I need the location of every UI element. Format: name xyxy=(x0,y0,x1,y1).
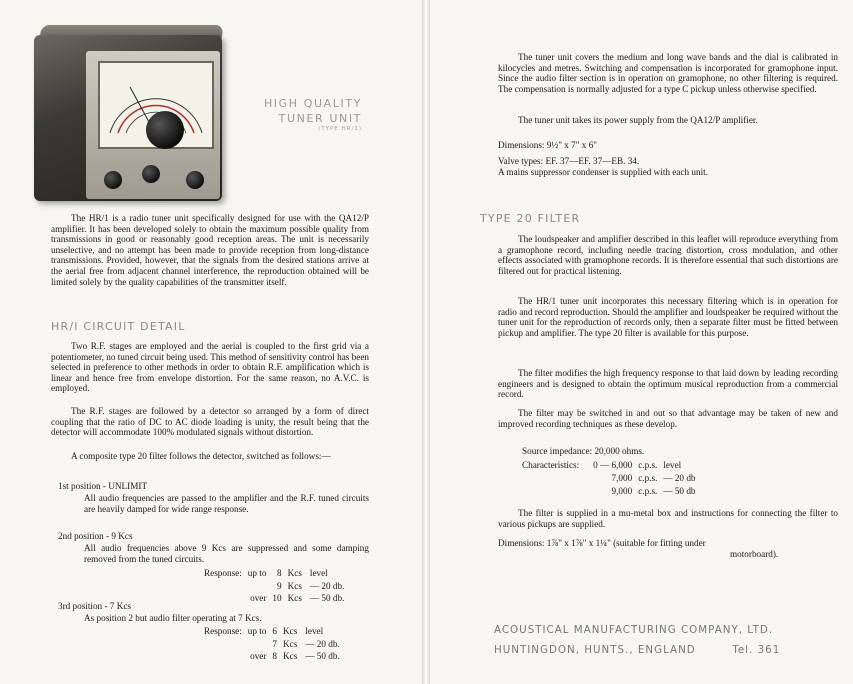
tuner-title-block xyxy=(232,96,362,132)
company-name: ACOUSTICAL MANUFACTURING COMPANY, LTD. xyxy=(494,624,774,636)
table-row: 9,000 c.p.s. — 50 db xyxy=(611,485,696,496)
company-telephone: Tel. 361 xyxy=(732,644,781,656)
filter-paragraph-4: The filter may be switched in and out so that advantage may be taken of new and improved recording techniques as these develop. xyxy=(498,408,838,429)
position-3-response-table xyxy=(202,624,342,664)
position-3-title: 3rd position - 7 Kcs xyxy=(58,601,131,611)
circuit-paragraph-3: A composite type 20 filter follows the detector, switched as follows:— xyxy=(71,451,331,461)
table-row: 7,000 c.p.s. — 20 db xyxy=(611,472,696,483)
company-address-line xyxy=(494,640,780,660)
right-page xyxy=(430,0,853,684)
tuner-suppressor-note: A mains suppressor condenser is supplied with each unit. xyxy=(498,167,709,177)
filter-dimensions: Dimensions: 1⅞" x 1⅞" x 1¼" (suitable for fitting under xyxy=(498,538,706,548)
position-1-title: 1st position - UNLIMIT xyxy=(58,481,148,491)
company-address: HUNTINGDON, HUNTS., ENGLAND xyxy=(494,644,696,656)
position-3-text: As position 2 but audio filter operating at 7 Kcs. xyxy=(84,613,262,623)
tuner-power-paragraph: The tuner unit takes its power supply from the QA12/P amplifier. xyxy=(518,115,758,125)
tuner-title-line1: HIGH QUALITY xyxy=(263,97,362,110)
intro-paragraph: The HR/1 is a radio tuner unit specifically designed for use with the QA12/P amplifier. It has been developed solely to obtain the maximum possible quality from transmissions in good or reasonably good reception areas. The unit is necessarily unselective, and no attempt has been made to provide reception from long-distance transmissions. Provided, however, that the signals from the desired stations arrive at the aerial free from adjacent channel interference, the reproduction obtained will be limited solely by the quality capabilities of the transmitter itself. xyxy=(51,213,369,287)
table-row: over 10 Kcs — 50 db. xyxy=(250,593,345,604)
type-20-filter-heading: TYPE 20 FILTER xyxy=(480,212,581,225)
position-2-response-table xyxy=(202,566,346,606)
circuit-detail-heading: HR/I CIRCUIT DETAIL xyxy=(51,320,186,333)
tuner-coverage-paragraph: The tuner unit covers the medium and long wave bands and the dial is calibrated in kilocycles and metres. Switching and compensation is incorporated for gramophone input. Since the audio filter section is in operation on gramophone, no other filtering is required. The compensation is normally adjusted for a type C pickup unless otherwise specified. xyxy=(498,52,838,94)
filter-paragraph-1: The loudspeaker and amplifier described in this leaflet will reproduce everything from a gramophone record, including needle tracing distortion, cross modulation, and other effects associated with gramophone records. It is therefore essential that such distortions are filtered out for practical listening. xyxy=(498,234,838,276)
table-row: Response: up to 6 Kcs level xyxy=(204,626,324,636)
tuner-unit-photo xyxy=(34,25,232,203)
filter-dimensions-cont: motorboard). xyxy=(730,549,779,559)
tuner-subtitle: (TYPE HR/1) xyxy=(318,126,362,132)
page-gutter xyxy=(422,0,430,684)
filter-paragraph-3: The filter modifies the high frequency response to that laid down by leading recording engineers and is designed to obtain the optimum musical reproduction from a commercial record. xyxy=(498,368,838,400)
source-impedance: Source impedance: 20,000 ohms. xyxy=(522,446,645,456)
filter-paragraph-5: The filter is supplied in a mu-metal box and instructions for connecting the filter to various pickups are supplied. xyxy=(498,508,838,529)
table-row: 9 Kcs — 20 db. xyxy=(277,580,345,591)
table-row: 7 Kcs — 20 db. xyxy=(272,638,340,649)
tuner-valve-types: Valve types: EF. 37—EF. 37—EB. 34. xyxy=(498,156,640,166)
table-row: Response: up to 8 Kcs level xyxy=(204,568,328,578)
circuit-paragraph-1: Two R.F. stages are employed and the aerial is coupled to the first grid via a potentiometer, no tuned circuit being used. This method of sensitivity control has been selected in preference to other methods in order to obtain R.F. amplification which is linear and hence free from envelope distortion. For the same reason, no A.V.C. is employed. xyxy=(51,341,369,394)
filter-paragraph-2: The HR/1 tuner unit incorporates this necessary filtering which is in operation for radio and record reproduction. Should the amplifier and loudspeaker be required without the tuner unit for the reproduction of records only, then a separate filter must be fitted between pickup and amplifier. The type 20 filter is available for this purpose. xyxy=(498,296,838,338)
left-page xyxy=(0,0,422,684)
position-2-title: 2nd position - 9 Kcs xyxy=(58,531,133,541)
filter-characteristics-table xyxy=(522,459,699,497)
circuit-paragraph-2: The R.F. stages are followed by a detector so arranged by a form of direct coupling that the ratio of DC to AC diode loading is unity, the result being that the detector will accommodate 100% modulated signals without distortion. xyxy=(51,406,369,438)
position-1-text: All audio frequencies are passed to the amplifier and the R.F. tuned circuits are heavily damped for wide range response. xyxy=(84,493,369,514)
tuner-title-line2: TUNER UNIT xyxy=(278,112,362,125)
table-row: over 8 Kcs — 50 db. xyxy=(250,651,340,662)
table-row: Characteristics: 0 — 6,000 c.p.s. level xyxy=(522,460,682,470)
tuner-dimensions: Dimensions: 9½" x 7" x 6" xyxy=(498,140,598,150)
position-2-text: All audio frequencies above 9 Kcs are suppressed and some damping removed from the tuned circuits. xyxy=(84,543,369,564)
company-footer xyxy=(494,620,780,660)
